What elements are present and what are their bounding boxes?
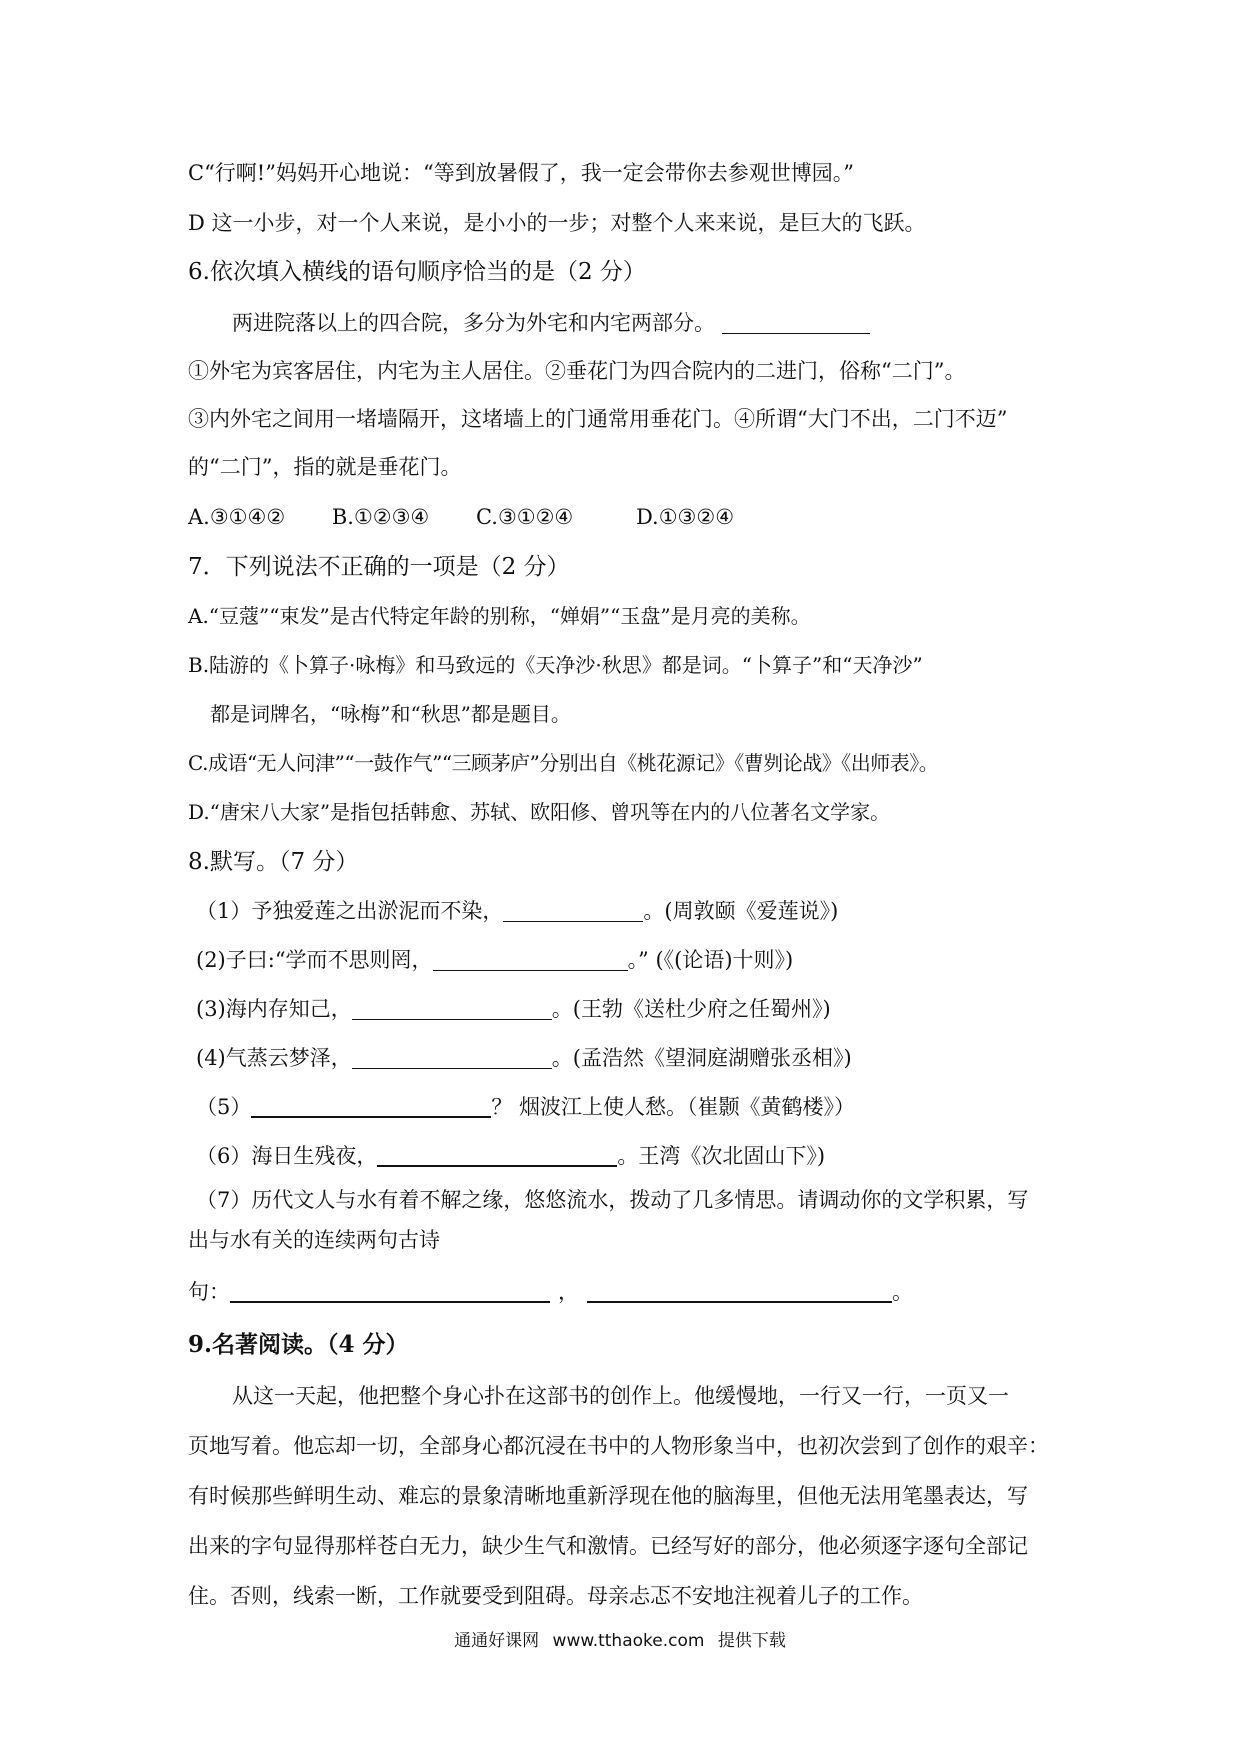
q8-item-2-blank[interactable] [433, 948, 628, 971]
q8-item-7-comma: ， [558, 1280, 579, 1304]
q7-option-b-line-2: 都是词牌名，“咏梅”和“秋思”都是题目。 [210, 702, 571, 726]
q5-option-c: C“行啊!”妈妈开心地说：“等到放暑假了，我一定会带你去参观世博园。” [188, 161, 854, 185]
q9-paragraph-line-2: 页地写着。他忘却一切，全部身心都沉浸在书中的人物形象当中，也初次尝到了创作的艰辛： [188, 1434, 1049, 1458]
q8-item-7-line-2: 出与水有关的连续两句古诗 [188, 1228, 440, 1252]
q8-item-4 [196, 1043, 852, 1073]
q8-item-7-end: 。 [892, 1280, 913, 1304]
q9-paragraph-line-1: 从这一天起，他把整个身心扑在这部书的创作上。他缓慢地，一行又一行，一页又一 [232, 1384, 1009, 1408]
q8-item-2 [196, 945, 793, 975]
q8-item-1-blank[interactable] [503, 899, 643, 922]
q8-item-3 [196, 994, 831, 1024]
q8-item-2-source: 。” (《(论语)十则》) [627, 948, 794, 972]
q8-item-7-blank-2[interactable] [587, 1279, 892, 1303]
q6-sentences-line-1: ①外宅为宾客居住，内宅为主人居住。②垂花门为四合院内的二进门，俗称“二门”。 [188, 359, 966, 383]
q8-item-2-prompt: (2)子曰:“学而不思则罔， [196, 948, 433, 972]
q7-title: 7．下列说法不正确的一项是（2 分） [188, 554, 570, 580]
q8-item-3-blank[interactable] [352, 997, 552, 1020]
q6-answer-blank[interactable] [722, 311, 870, 334]
q8-item-4-source: 。(孟浩然《望洞庭湖赠张丞相》) [551, 1046, 852, 1070]
q8-item-7-blank-1[interactable] [230, 1279, 550, 1303]
q8-item-7-line-1: （7）历代文人与水有着不解之缘，悠悠流水，拨动了几多情思。请调动你的文学积累，写 [196, 1188, 1029, 1212]
q8-item-5-source: ？ 烟波江上使人愁。（崔颢《黄鹤楼》） [491, 1095, 856, 1119]
q8-item-6-source: 。王湾《次北固山下》) [617, 1144, 826, 1168]
q5-option-d: D 这一小步，对一个人来说，是小小的一步；对整个人来来说，是巨大的飞跃。 [188, 211, 926, 235]
q9-paragraph-line-4: 出来的字句显得那样苍白无力，缺少生气和激情。已经写好的部分，他必须逐字逐句全部记 [188, 1534, 1028, 1558]
q6-option-c: C.③①②④ [475, 505, 574, 529]
q6-option-b: B.①②③④ [331, 505, 430, 529]
q6-title: 6.依次填入横线的语句顺序恰当的是（2 分） [188, 259, 646, 285]
q7-option-c: C.成语“无人问津”“一鼓作气”“三顾茅庐”分别出自《桃花源记》《曹刿论战》《出师表》。 [188, 751, 939, 775]
footer-site-name: 通通好课网 [454, 1631, 540, 1651]
q6-passage-text: 两进院落以上的四合院，多分为外宅和内宅两部分。 [232, 311, 715, 335]
q7-option-d: D.“唐宋八大家”是指包括韩愈、苏轼、欧阳修、曾巩等在内的八位著名文学家。 [188, 800, 891, 824]
q6-options [188, 502, 734, 532]
q8-item-5-prompt: （5） [196, 1095, 252, 1119]
q8-item-7-prefix: 句： [188, 1280, 230, 1304]
page-footer [0, 1626, 1240, 1651]
q8-item-5 [196, 1092, 855, 1122]
q9-paragraph-line-3: 有时候那些鲜明生动、难忘的景象清晰地重新浮现在他的脑海里，但他无法用笔墨表达，写 [188, 1484, 1028, 1508]
q6-option-a: A.③①④② [188, 505, 286, 529]
q6-sentences-line-3: 的“二门”，指的就是垂花门。 [188, 455, 462, 479]
q8-item-1-prompt: （1）予独爱莲之出淤泥而不染， [196, 899, 504, 923]
q6-passage [232, 308, 870, 338]
q8-title: 8.默写。（7 分） [188, 849, 359, 875]
footer-url[interactable]: www.tthaoke.com [552, 1631, 705, 1651]
q8-item-3-prompt: (3)海内存知己， [196, 997, 352, 1021]
q8-item-6-blank[interactable] [377, 1143, 617, 1167]
q8-item-6 [196, 1141, 825, 1171]
q8-item-4-prompt: (4)气蒸云梦泽， [196, 1046, 352, 1070]
q8-item-7-line-3 [188, 1277, 913, 1307]
q8-item-5-blank[interactable] [251, 1094, 491, 1118]
footer-suffix: 提供下载 [717, 1631, 786, 1651]
q6-option-d: D.①③②④ [635, 505, 735, 529]
q8-item-1-source: 。(周敦颐《爱莲说》) [643, 899, 839, 923]
q8-item-3-source: 。(王勃《送杜少府之任蜀州》) [551, 997, 831, 1021]
q7-option-a: A.“豆蔻”“束发”是古代特定年龄的别称，“婵娟”“玉盘”是月亮的美称。 [188, 604, 811, 628]
q7-option-b-line-1: B.陆游的《卜算子·咏梅》和马致远的《天净沙·秋思》都是词。“卜算子”和“天净沙” [188, 653, 923, 677]
q9-title: 9.名著阅读。（4 分） [188, 1331, 409, 1358]
q8-item-1 [196, 896, 838, 926]
q6-sentences-line-2: ③内外宅之间用一堵墙隔开，这堵墙上的门通常用垂花门。④所谓“大门不出，二门不迈” [188, 407, 1008, 431]
q8-item-4-blank[interactable] [352, 1046, 552, 1069]
q8-item-6-prompt: （6）海日生残夜， [196, 1144, 378, 1168]
q9-paragraph-line-5: 住。否则，线索一断，工作就要受到阻碍。母亲忐忑不安地注视着儿子的工作。 [188, 1584, 923, 1608]
